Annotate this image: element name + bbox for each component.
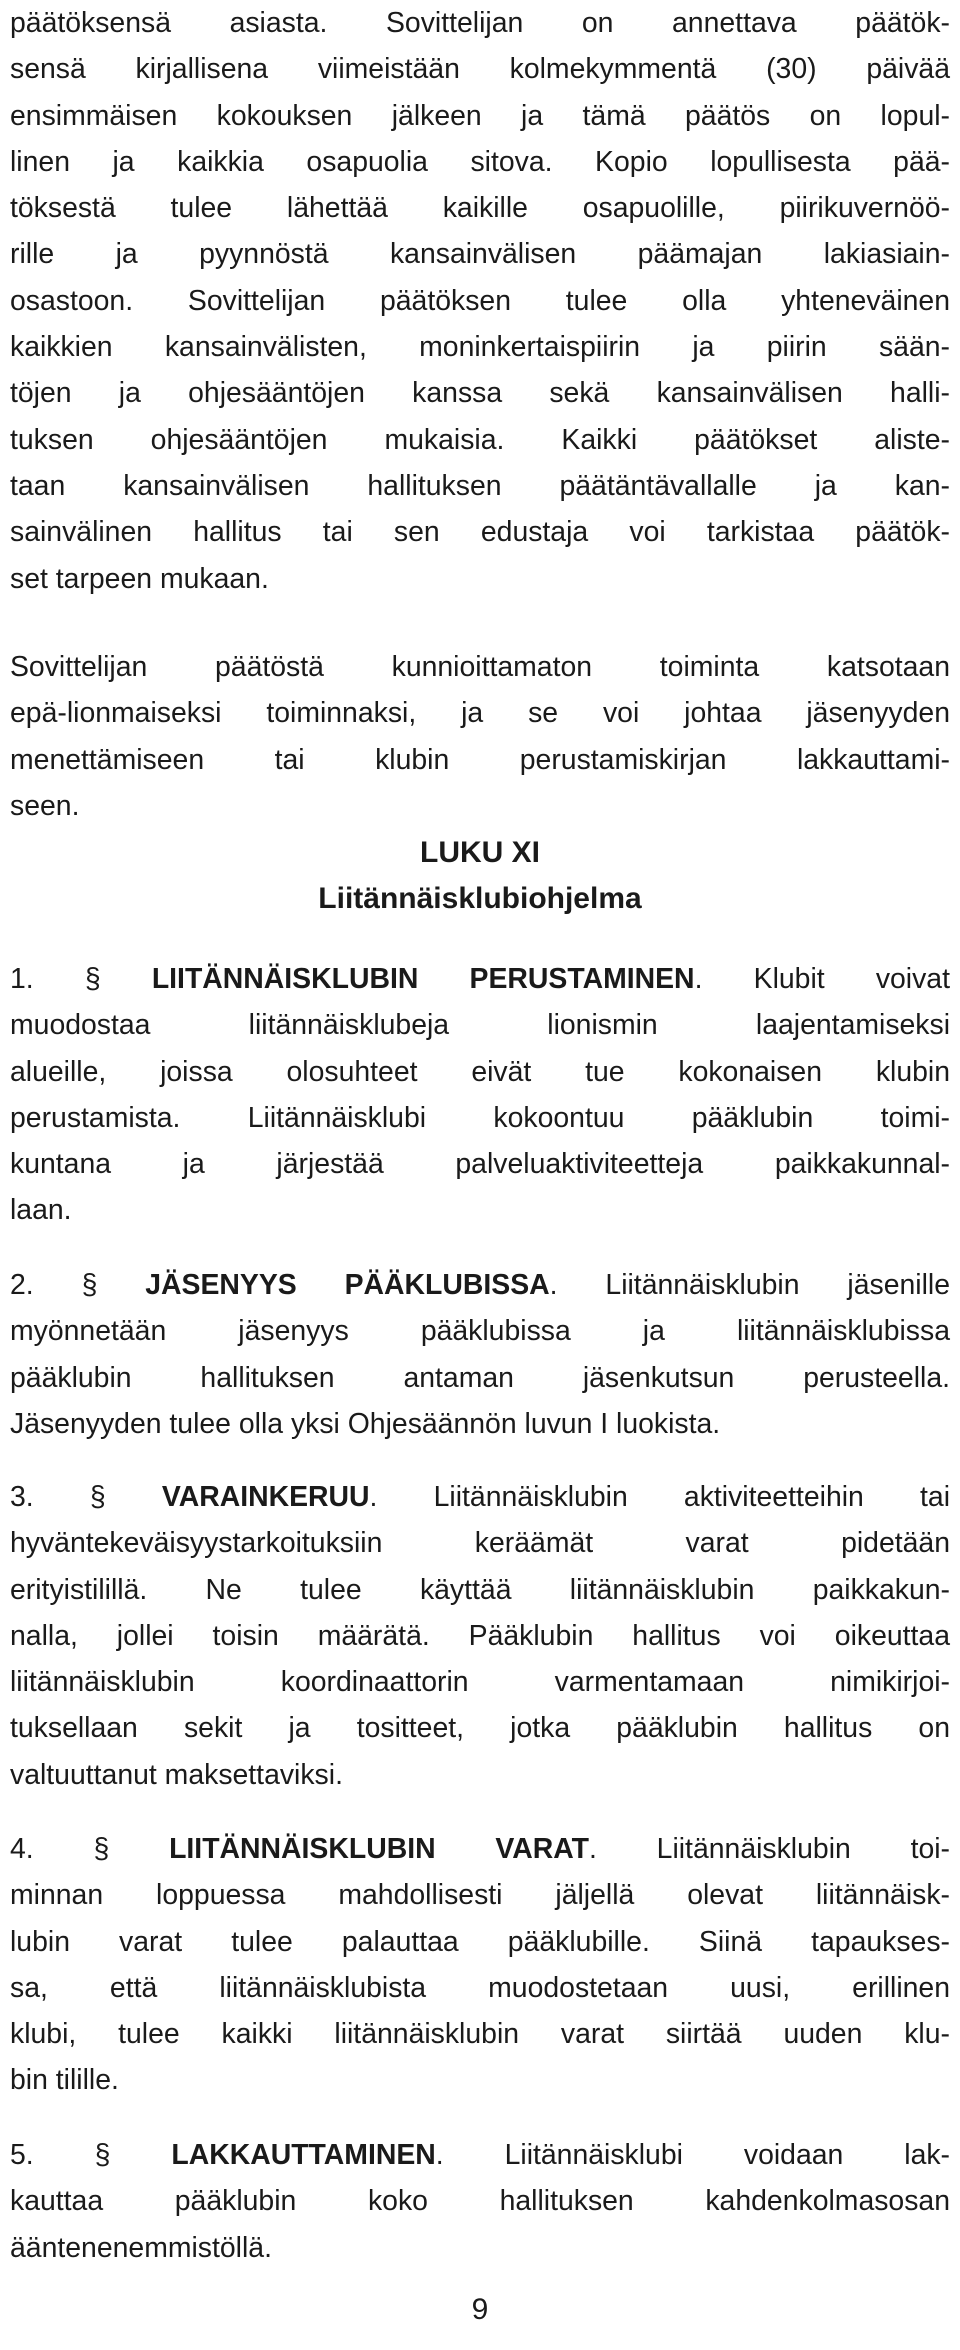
text-line: osastoon. Sovittelijan päätöksen tulee olla yhteneväinen: [10, 284, 950, 317]
section-title: LIITÄNNÄISKLUBIN PERUSTAMINEN: [151, 963, 695, 995]
text-line: tuksellaan sekit ja tositteet, jotka pääklubin hallitus on: [10, 1712, 950, 1745]
text-line: lubin varat tulee palauttaa pääklubille. Siinä tapaukses-: [10, 1925, 950, 1958]
text-line: ensimmäisen kokouksen jälkeen ja tämä päätös on lopul-: [10, 99, 950, 132]
text-line: sainvälinen hallitus tai sen edustaja voi tarkistaa päätök-: [10, 516, 950, 549]
section-symbol: §: [93, 1833, 110, 1865]
text-line: bin tilille.: [10, 2064, 119, 2097]
text-line: alueille, joissa olosuhteet eivät tue kokonaisen klubin: [10, 1055, 950, 1088]
section-3: [10, 1474, 950, 1798]
section-number: 3.: [10, 1481, 34, 1513]
section-first-line: [10, 956, 950, 1002]
text-line: menettämiseen tai klubin perustamiskirjan lakkauttami-: [10, 743, 950, 776]
page-number: 9: [471, 2293, 489, 2326]
text-line: hyväntekeväisyystarkoituksiin keräämät varat pidetään: [10, 1527, 950, 1560]
text-line: myönnetään jäsenyys pääklubissa ja liitännäisklubissa: [10, 1315, 950, 1348]
section-1: [10, 956, 950, 1234]
section-2: [10, 1262, 950, 1447]
text-line: nalla, jollei toisin määrätä. Pääklubin hallitus voi oikeuttaa: [10, 1619, 950, 1652]
text-line: seen.: [10, 789, 80, 822]
text-line: pääklubin hallituksen antaman jäsenkutsun perusteella.: [10, 1361, 950, 1394]
intro-paragraph-1: [10, 0, 950, 602]
section-text: . Klubit voivat: [694, 963, 950, 995]
section-number: 1.: [10, 963, 34, 995]
section-title: VARAINKERUU: [161, 1481, 370, 1513]
text-line: kaikkien kansainvälisten, moninkertaispiirin ja piirin sään-: [10, 331, 950, 364]
text-line: päätöksensä asiasta. Sovittelijan on annettava päätök-: [10, 7, 950, 39]
text-line: linen ja kaikkia osapuolia sitova. Kopio lopullisesta pää-: [10, 145, 950, 178]
section-5: [10, 2132, 950, 2271]
section-title: LAKKAUTTAMINEN: [171, 2139, 436, 2171]
text-line: Jäsenyyden tulee olla yksi Ohjesäännön luvun I luokista.: [10, 1407, 721, 1440]
text-line: sensä kirjallisena viimeistään kolmekymmentä (30) päivää: [10, 53, 950, 86]
text-line: taan kansainvälisen hallituksen päätäntävallalle ja kan-: [10, 469, 950, 502]
section-symbol: §: [94, 2139, 111, 2171]
section-first-line: [10, 2132, 950, 2178]
text-line: rille ja pyynnöstä kansainvälisen päämajan lakiasiain-: [10, 238, 950, 271]
text-line: valtuuttanut maksettaviksi.: [10, 1758, 343, 1791]
intro-paragraph-2: [10, 644, 950, 829]
section-text: . Liitännäisklubin toi-: [588, 1833, 951, 1865]
chapter-heading: [10, 830, 950, 923]
text-line: kuntana ja järjestää palveluaktiviteetteja paikkakunnal-: [10, 1148, 950, 1181]
section-text: . Liitännäisklubi voidaan lak-: [435, 2139, 951, 2171]
text-line: klubi, tulee kaikki liitännäisklubin varat siirtää uuden klu-: [10, 2018, 950, 2051]
text-line: sa, että liitännäisklubista muodostetaan uusi, erillinen: [10, 1971, 950, 2004]
text-line: kauttaa pääklubin koko hallituksen kahdenkolmasosan: [10, 2185, 950, 2218]
chapter-title: Liitännäisklubiohjelma: [318, 882, 642, 916]
section-first-line: [10, 1826, 950, 1872]
section-symbol: §: [81, 1269, 98, 1301]
text-line: epä-lionmaiseksi toiminnaksi, ja se voi johtaa jäsenyyden: [10, 697, 950, 730]
text-line: ääntenenemmistöllä.: [10, 2231, 272, 2264]
text-line: liitännäisklubin koordinaattorin varmentamaan nimikirjoi-: [10, 1666, 950, 1699]
section-symbol: §: [84, 963, 101, 995]
section-first-line: [10, 1474, 950, 1520]
text-line: Sovittelijan päätöstä kunnioittamaton toiminta katsotaan: [10, 651, 950, 683]
section-number: 4.: [10, 1833, 34, 1865]
section-symbol: §: [89, 1481, 106, 1513]
text-line: muodostaa liitännäisklubeja lionismin laajentamiseksi: [10, 1009, 950, 1042]
section-number: 5.: [10, 2139, 34, 2171]
chapter-number: LUKU XI: [420, 836, 540, 869]
text-line: minnan loppuessa mahdollisesti jäljellä olevat liitännäisk-: [10, 1879, 950, 1912]
section-text: . Liitännäisklubin aktiviteetteihin tai: [369, 1481, 951, 1513]
section-first-line: [10, 1262, 950, 1308]
text-line: laan.: [10, 1194, 72, 1227]
text-line: töjen ja ohjesääntöjen kanssa sekä kansainvälisen halli-: [10, 377, 950, 410]
section-4: [10, 1826, 950, 2104]
section-text: . Liitännäisklubin jäsenille: [549, 1269, 950, 1301]
section-title: LIITÄNNÄISKLUBIN VARAT: [169, 1833, 589, 1865]
section-number: 2.: [10, 1269, 34, 1301]
text-line: perustamista. Liitännäisklubi kokoontuu pääklubin toimi-: [10, 1101, 950, 1134]
text-line: töksestä tulee lähettää kaikille osapuolille, piirikuvernöö-: [10, 192, 950, 225]
text-line: tuksen ohjesääntöjen mukaisia. Kaikki päätökset aliste-: [10, 423, 950, 456]
text-line: set tarpeen mukaan.: [10, 562, 269, 595]
text-line: erityistilillä. Ne tulee käyttää liitännäisklubin paikkakun-: [10, 1573, 950, 1606]
section-title: JÄSENYYS PÄÄKLUBISSA: [145, 1269, 550, 1301]
